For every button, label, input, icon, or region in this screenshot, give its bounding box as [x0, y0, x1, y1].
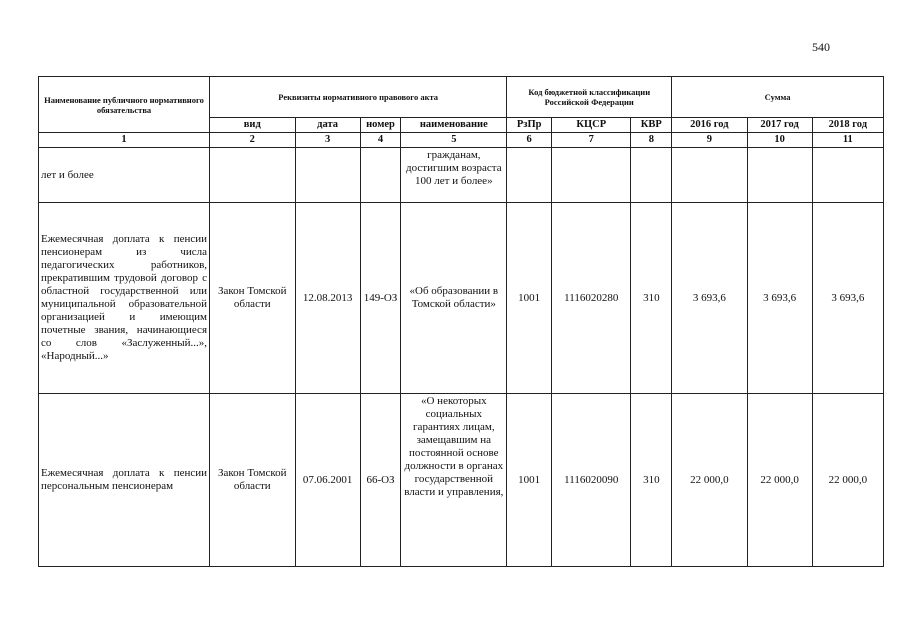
act-date-cell: 12.08.2013 — [295, 203, 360, 394]
sum-2018-cell: 22 000,0 — [812, 394, 883, 567]
sum-2017-cell: 3 693,6 — [747, 203, 812, 394]
rzpr-cell: 1001 — [507, 394, 552, 567]
column-number: 1 — [39, 133, 210, 148]
kvr-cell: 310 — [631, 394, 672, 567]
sum-2016-cell: 3 693,6 — [672, 203, 747, 394]
header-rzpr: РзПр — [507, 118, 552, 133]
column-number: 2 — [210, 133, 296, 148]
act-name-cell: гражданам, достигшим возраста 100 лет и более» — [401, 148, 507, 203]
sum-2017-cell — [747, 148, 812, 203]
obligation-cell: Ежемесячная доплата к пенсии персональным пенсионерам — [39, 394, 210, 567]
sum-2016-cell — [672, 148, 747, 203]
header-legal-act: Реквизиты нормативного правового акта — [210, 77, 507, 118]
header-sum: Сумма — [672, 77, 884, 118]
table-row — [39, 148, 884, 203]
column-number: 7 — [552, 133, 631, 148]
act-name-cell: «О некоторых социальных гарантиях лицам, замещавшим на постоянной основе должности в органах государственной власти и управления, — [401, 394, 507, 567]
header-name: наименование — [401, 118, 507, 133]
act-date-cell — [295, 148, 360, 203]
column-number: 3 — [295, 133, 360, 148]
column-number: 4 — [360, 133, 401, 148]
header-year-2018: 2018 год — [812, 118, 883, 133]
act-type-cell: Закон Томской области — [210, 203, 296, 394]
column-number: 9 — [672, 133, 747, 148]
page-number: 540 — [812, 40, 830, 54]
kcsr-cell: 1116020280 — [552, 203, 631, 394]
header-number: номер — [360, 118, 401, 133]
sum-2018-cell: 3 693,6 — [812, 203, 883, 394]
column-number: 11 — [812, 133, 883, 148]
header-year-2017: 2017 год — [747, 118, 812, 133]
table-row — [39, 394, 884, 567]
table-row — [39, 203, 884, 394]
column-number: 10 — [747, 133, 812, 148]
act-name-cell: «Об образовании в Томской области» — [401, 203, 507, 394]
rzpr-cell — [507, 148, 552, 203]
column-number: 8 — [631, 133, 672, 148]
kcsr-cell — [552, 148, 631, 203]
act-number-cell: 149-ОЗ — [360, 203, 401, 394]
header-kcsr: КЦСР — [552, 118, 631, 133]
act-number-cell: 66-ОЗ — [360, 394, 401, 567]
budget-obligations-table — [38, 76, 884, 567]
header-date: дата — [295, 118, 360, 133]
sum-2017-cell: 22 000,0 — [747, 394, 812, 567]
sum-2018-cell — [812, 148, 883, 203]
obligation-cell: Ежемесячная доплата к пенсии пенсионерам из числа педагогических работников, прекратившим трудовой договор с областной государственной или муниципальной образовательной организацией и имеющим почетные звания, начинающиеся со слов «Заслуженный...», «Народный...» — [39, 203, 210, 394]
sum-2016-cell: 22 000,0 — [672, 394, 747, 567]
act-date-cell: 07.06.2001 — [295, 394, 360, 567]
header-obligation: Наименование публичного нормативного обязательства — [39, 77, 210, 133]
obligation-cell: лет и более — [39, 148, 210, 203]
header-type: вид — [210, 118, 296, 133]
header-year-2016: 2016 год — [672, 118, 747, 133]
header-budget-code: Код бюджетной классификации Российской Федерации — [507, 77, 672, 118]
header-kvr: КВР — [631, 118, 672, 133]
rzpr-cell: 1001 — [507, 203, 552, 394]
column-number: 5 — [401, 133, 507, 148]
kcsr-cell: 1116020090 — [552, 394, 631, 567]
kvr-cell — [631, 148, 672, 203]
act-type-cell: Закон Томской области — [210, 394, 296, 567]
kvr-cell: 310 — [631, 203, 672, 394]
act-type-cell — [210, 148, 296, 203]
act-number-cell — [360, 148, 401, 203]
column-number: 6 — [507, 133, 552, 148]
